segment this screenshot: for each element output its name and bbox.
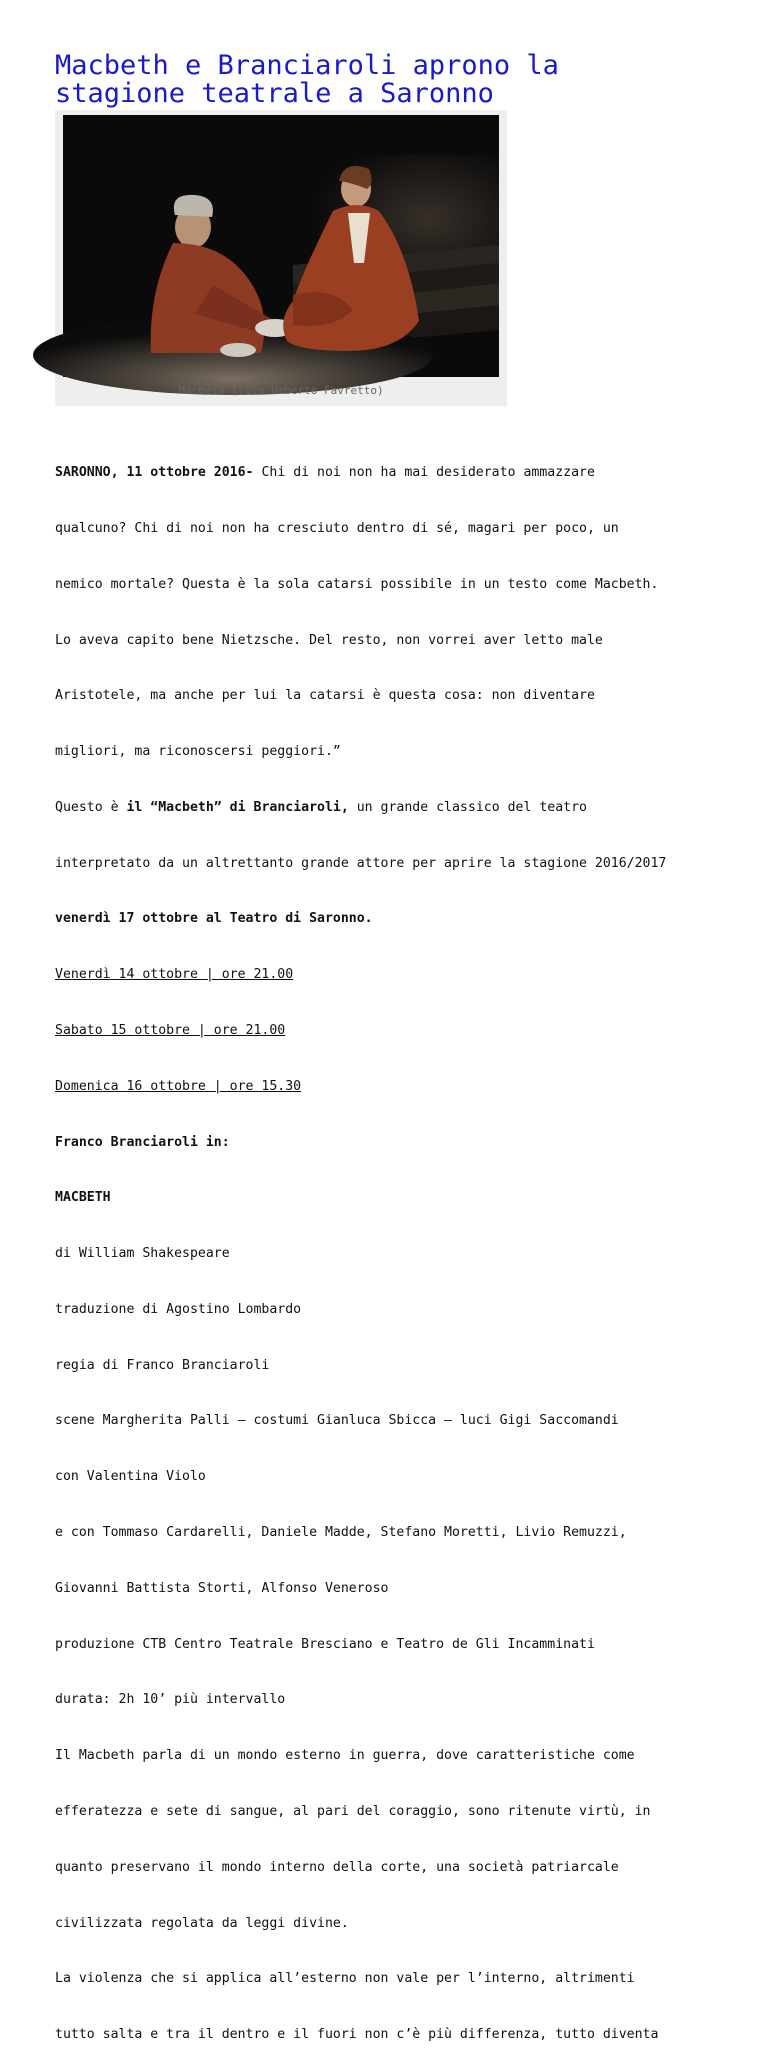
credit-line: e con Tommaso Cardarelli, Daniele Madde, Stefano Moretti, Livio Remuzzi,	[55, 1525, 627, 1541]
credit-line: produzione CTB Centro Teatrale Bresciano e Teatro de Gli Incamminati	[55, 1636, 595, 1652]
text-line: migliori, ma riconoscersi peggiori.”	[55, 744, 341, 760]
credit-line: regia di Franco Branciaroli	[55, 1357, 270, 1373]
text-line: La violenza che si applica all’esterno non vale per l’interno, altrimenti	[55, 1971, 635, 1987]
article-title: Macbeth e Branciaroli aprono la stagione teatrale a Saronno	[55, 50, 559, 109]
text-line: Lo aveva capito bene Nietzsche. Del resto, non vorrei aver letto male	[55, 632, 603, 648]
text-line: quanto preservano il mondo interno della corte, una società patriarcale	[55, 1859, 619, 1875]
credit-line: con Valentina Violo	[55, 1469, 206, 1485]
text-line: efferatezza e sete di sangue, al pari del coraggio, sono ritenute virtù, in	[55, 1803, 651, 1819]
text-line: civilizzata regolata da leggi divine.	[55, 1915, 349, 1931]
text-line: qualcuno? Chi di noi non ha cresciuto dentro di sé, magari per poco, un	[55, 520, 619, 536]
play-title	[55, 1189, 725, 1208]
text-line: tutto salta e tra il dentro e il fuori non c’è più differenza, tutto diventa	[55, 2027, 659, 2043]
photo-caption: Macbeth (foto Umberto Favretto)	[178, 384, 384, 397]
premiere-date	[55, 910, 725, 929]
show-date-link[interactable]: Domenica 16 ottobre | ore 15.30	[55, 1078, 302, 1094]
credit-line: traduzione di Agostino Lombardo	[55, 1301, 302, 1317]
credit-line: scene Margherita Palli – costumi Gianluca Sbicca – luci Gigi Saccomandi	[55, 1413, 619, 1429]
show-date-link[interactable]: Sabato 15 ottobre | ore 21.00	[55, 1023, 286, 1038]
credit-line: di William Shakespeare	[55, 1246, 230, 1262]
credit-line: durata: 2h 10’ più intervallo	[55, 1692, 286, 1708]
text-line	[55, 799, 725, 818]
text-line: interpretato da un altrettanto grande attore per aprire la stagione 2016/2017	[55, 855, 667, 871]
text-line: Aristotele, ma anche per lui la catarsi è questa cosa: non diventare	[55, 688, 595, 704]
text-fragment: un grande classico del teatro	[348, 799, 587, 815]
cast-heading	[55, 1134, 725, 1153]
text-line	[55, 464, 725, 483]
text-line: Il Macbeth parla di un mondo esterno in guerra, dove caratteristiche come	[55, 1748, 635, 1764]
cast-heading-text: Franco Branciaroli in:	[55, 1134, 230, 1150]
text-fragment: Questo è	[55, 799, 127, 815]
premiere-date-text: venerdì 17 ottobre al Teatro di Saronno.	[55, 911, 373, 927]
bold-phrase: il “Macbeth” di Branciaroli,	[126, 799, 349, 815]
play-title-text: MACBETH	[55, 1190, 111, 1206]
credit-line: Giovanni Battista Storti, Alfonso Veneroso	[55, 1580, 389, 1596]
show-date-link[interactable]: Venerdì 14 ottobre | ore 21.00	[55, 967, 294, 983]
photo-figure	[55, 110, 507, 406]
dateline: SARONNO, 11 ottobre 2016-	[55, 465, 254, 481]
stage-photo	[63, 115, 499, 377]
article-body	[55, 427, 725, 2063]
text-line: nemico mortale? Questa è la sola catarsi possibile in un testo come Macbeth.	[55, 576, 659, 592]
lead-text: Chi di noi non ha mai desiderato ammazzare	[253, 465, 595, 481]
